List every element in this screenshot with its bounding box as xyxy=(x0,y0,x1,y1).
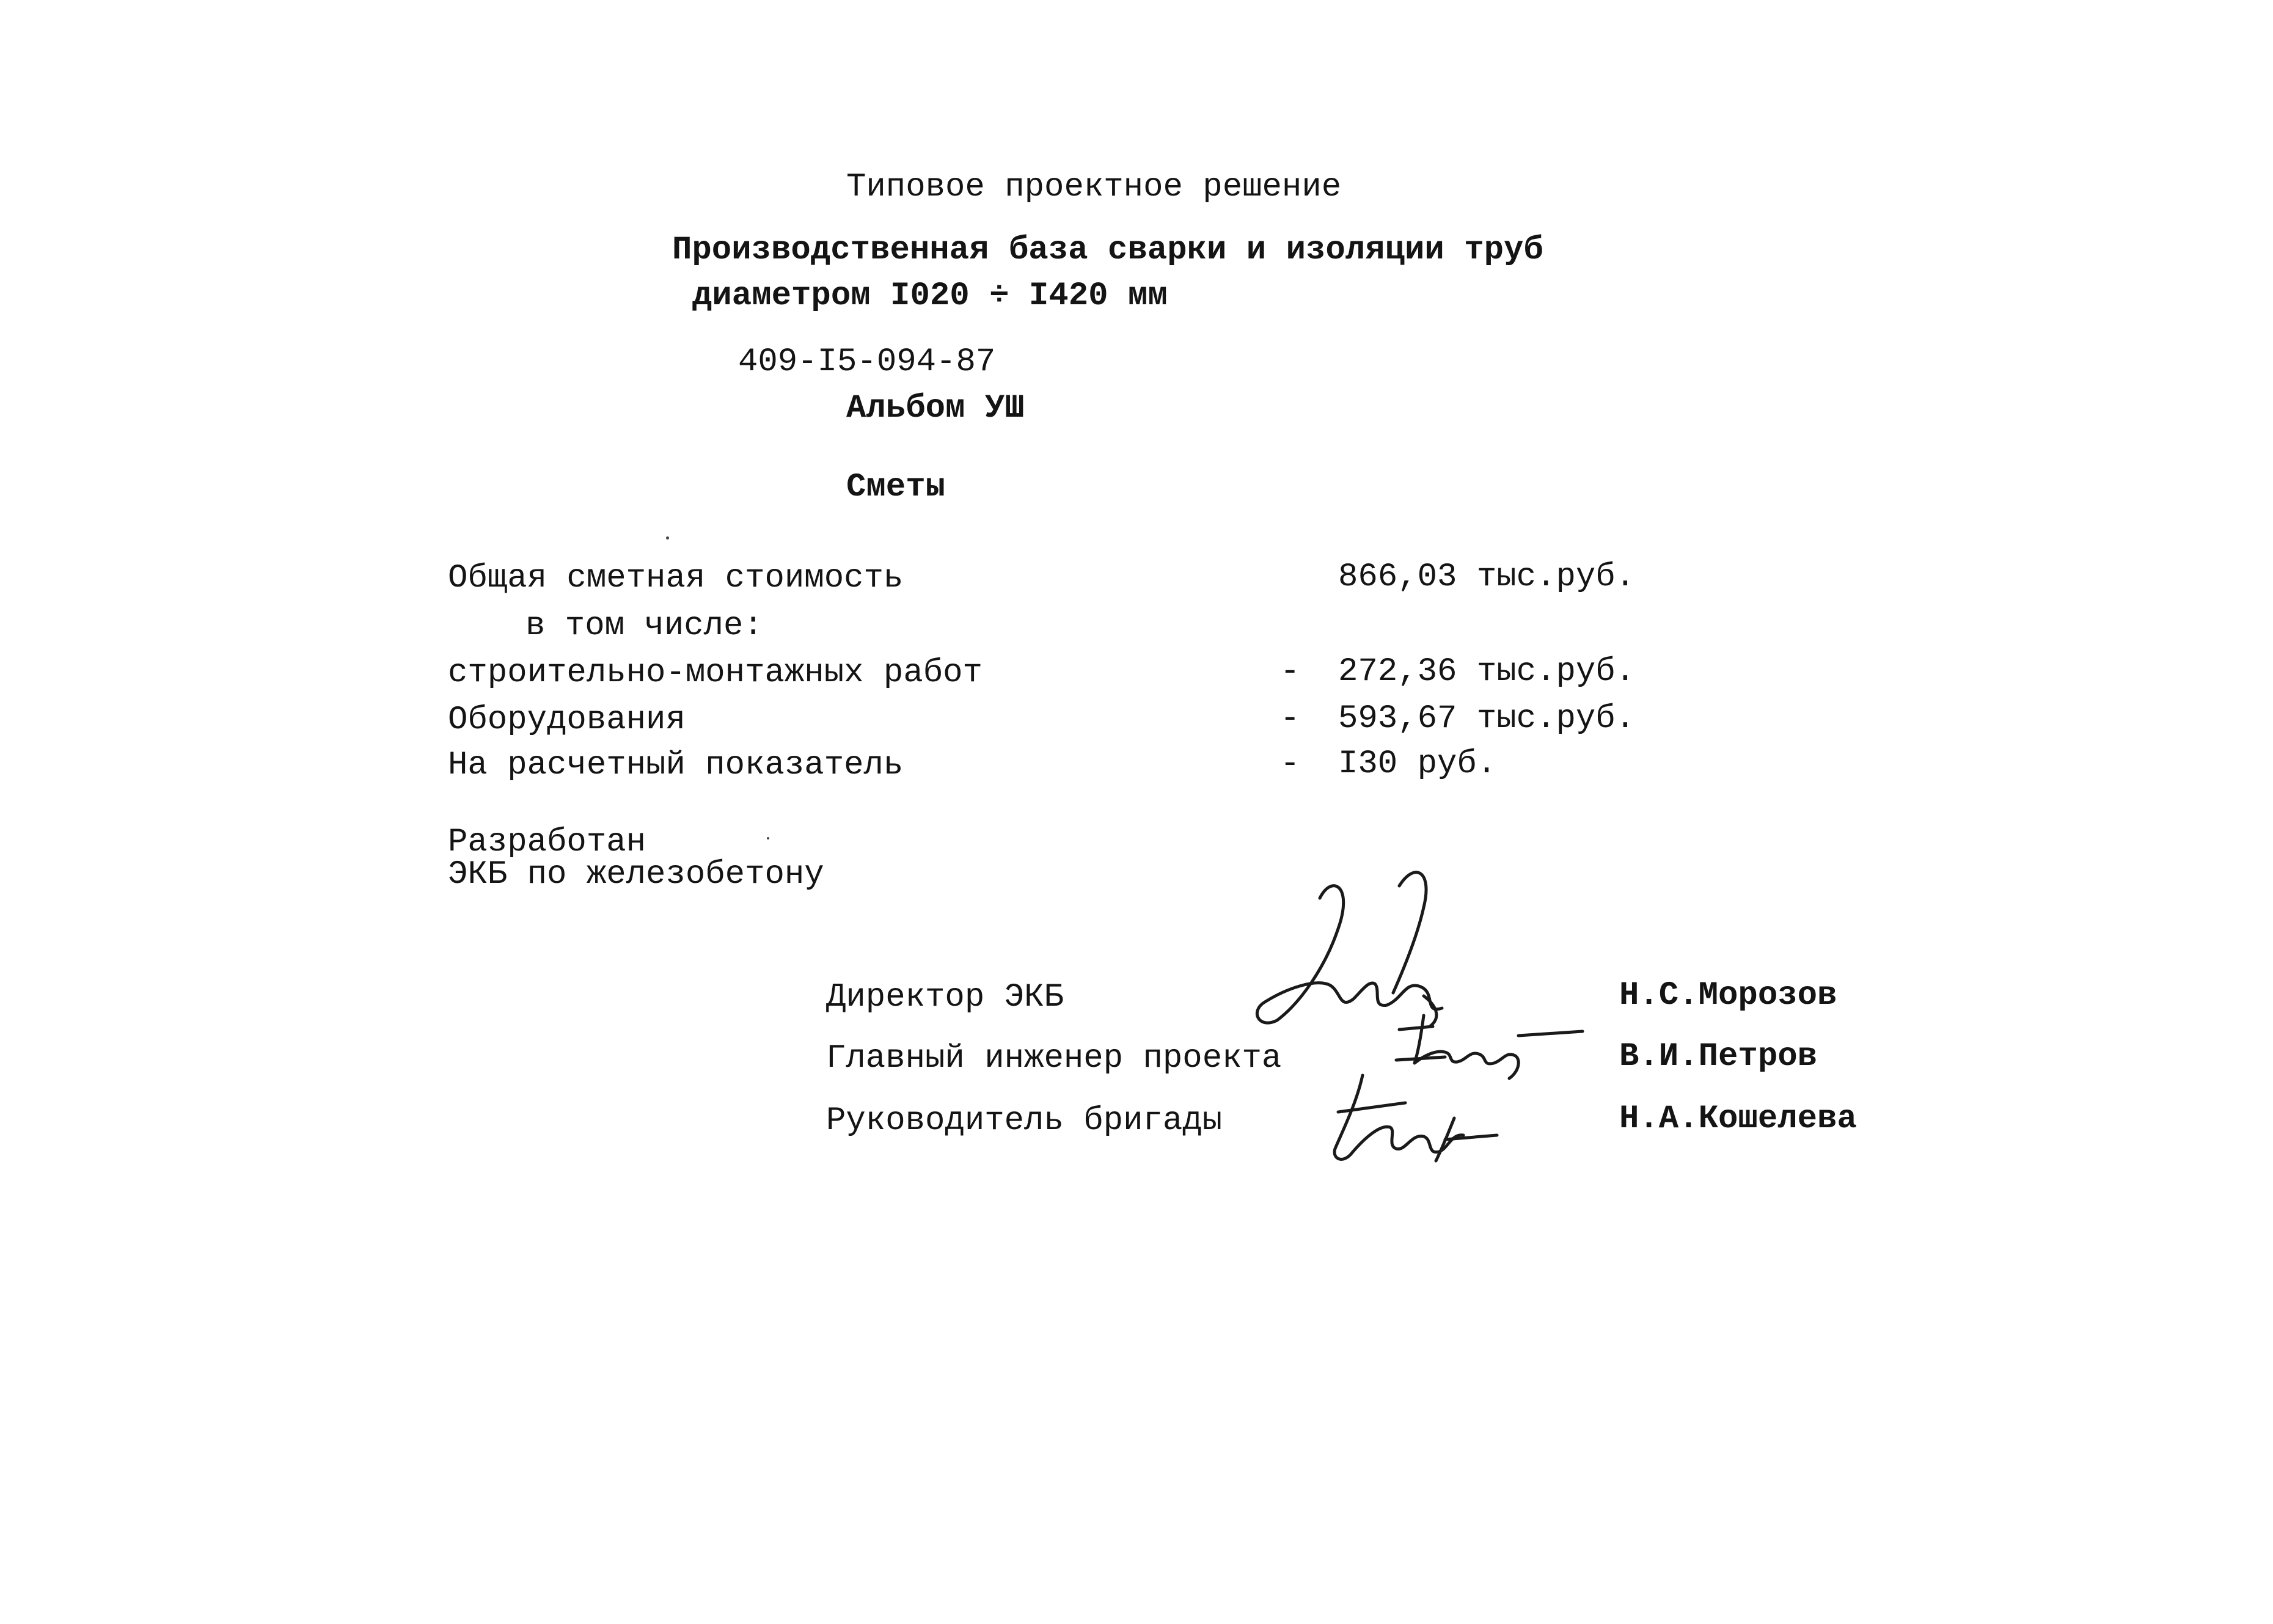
signatory-name: Н.А.Кошелева xyxy=(1619,1100,1857,1138)
construction-cost-label: строительно-монтажных работ xyxy=(448,654,983,692)
section-title: Сметы xyxy=(846,469,946,506)
signatory-name: В.И.Петров xyxy=(1619,1038,1818,1075)
developer-organization: ЭКБ по железобетону xyxy=(448,856,824,893)
indicator-cost-label: На расчетный показатель xyxy=(448,747,904,784)
signatory-position: Главный инженер проекта xyxy=(826,1040,1282,1077)
equipment-cost-dash: - xyxy=(1280,700,1300,737)
album-number: Альбом УШ xyxy=(846,390,1025,427)
indicator-cost-dash: - xyxy=(1280,745,1300,783)
document-code: 409-I5-094-87 xyxy=(738,343,996,381)
construction-cost-value: 272,36 тыс.руб. xyxy=(1338,653,1636,690)
brigade-leader-signature xyxy=(1320,1063,1509,1167)
construction-cost-dash: - xyxy=(1280,653,1300,690)
total-cost-label: Общая сметная стоимость xyxy=(448,560,904,597)
equipment-cost-value: 593,67 тыс.руб. xyxy=(1338,700,1636,737)
document-title-line1: Производственная база сварки и изоляции труб xyxy=(672,232,1543,269)
document-title-line2: диаметром I020 ÷ I420 мм xyxy=(692,277,1168,315)
indicator-cost-value: I30 руб. xyxy=(1338,745,1497,783)
document-type: Типовое проектное решение xyxy=(846,169,1342,206)
including-label: в том числе: xyxy=(525,607,763,645)
signatory-position: Директор ЭКБ xyxy=(826,979,1064,1016)
scan-speck xyxy=(666,536,669,540)
total-cost-value: 866,03 тыс.руб. xyxy=(1338,558,1636,596)
equipment-cost-label: Оборудования xyxy=(448,701,686,739)
signatory-name: Н.С.Морозов xyxy=(1619,977,1837,1014)
developed-by-label: Разработан xyxy=(448,824,646,861)
scan-speck xyxy=(767,837,769,839)
signatory-position: Руководитель бригады xyxy=(826,1102,1223,1139)
